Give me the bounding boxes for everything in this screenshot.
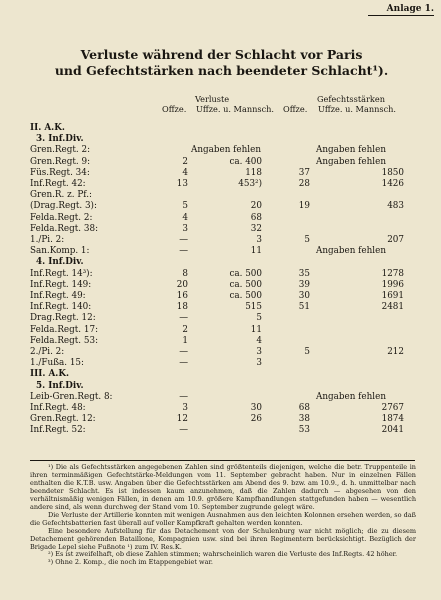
losses-officers: — xyxy=(179,391,188,402)
strength-officers: 19 xyxy=(298,201,310,212)
losses-men: 453²) xyxy=(238,179,262,189)
strength-men: 207 xyxy=(387,235,404,245)
section-heading xyxy=(0,134,441,144)
table-row xyxy=(0,235,441,245)
row-label: II. A.K. xyxy=(30,123,65,133)
strength-missing-note: Angaben fehlen xyxy=(315,156,386,167)
row-label: 5. Inf.Div. xyxy=(36,380,84,391)
row-label: 3. Inf.Div. xyxy=(36,134,84,145)
footnote: ¹) Die als Gefechtsstärken angegebenen Zahlen sind größtenteils diejenigen, welche die betr. Truppenteile in ihren terminmäßigen Gefechtstärke-Meldungen vom 11. September gebracht haben. Nur in einzelnen Fällen enthalten die K.T.B. usw. Angaben über die Gefechtsstärken am Abend des 9. bzw. am 10.9., d. h. unmittelbar nach beendeter Schlacht. Es ist indessen kaum anzunehmen, daß die Zahlen dadurch — abgesehen von den verhältnismäßig wenigen Fällen, in denen am 10.9. größere Kampfhandlungen stattgefunden haben — wesentlich andere sind, als wenn durchweg der Stand vom 10. September zugrunde gelegt wäre. xyxy=(30,463,416,511)
table-row xyxy=(0,190,441,200)
row-label: Inf.Regt. 48: xyxy=(30,403,86,413)
row-label: Inf.Regt. 14³): xyxy=(30,268,93,279)
row-label: Felda.Regt. 17: xyxy=(30,324,99,335)
strength-officers: 5 xyxy=(304,347,310,357)
losses-officers: — xyxy=(179,358,188,369)
losses-men: 32 xyxy=(250,223,262,234)
strength-officers: 38 xyxy=(298,414,310,425)
losses-men: 4 xyxy=(256,335,262,346)
row-label: 2./Pi. 2: xyxy=(30,347,65,357)
losses-officers: 18 xyxy=(176,302,188,313)
row-label: Leib-Gren.Regt. 8: xyxy=(30,391,113,402)
row-label: Inf.Regt. 149: xyxy=(30,279,92,290)
losses-officers: 2 xyxy=(182,324,188,335)
strength-officers: 5 xyxy=(304,235,310,245)
losses-men: ca. 500 xyxy=(229,279,262,290)
table-row xyxy=(0,347,441,357)
row-label: Gren.Regt. 12: xyxy=(30,414,96,425)
losses-officers: 16 xyxy=(176,291,188,301)
table-row xyxy=(0,403,441,413)
table-row xyxy=(0,157,441,167)
table-row xyxy=(0,425,441,435)
table-row xyxy=(0,201,441,211)
section-heading xyxy=(0,381,441,391)
row-label: 4. Inf.Div. xyxy=(36,257,84,268)
table-row xyxy=(0,325,441,335)
table-row xyxy=(0,246,441,256)
losses-officers: 3 xyxy=(182,223,188,234)
losses-officers: — xyxy=(179,235,188,245)
table-row xyxy=(0,302,441,312)
header-losses: Verluste xyxy=(195,94,230,104)
losses-men: 5 xyxy=(256,313,262,324)
strength-officers: 28 xyxy=(298,179,310,189)
table-row xyxy=(0,291,441,301)
table-row xyxy=(0,179,441,189)
footnote: Eine besondere Aufstellung für das Detachement von der Schulenburg war nicht möglich; die zu diesem Detachement gehörenden Bataillone, Kompagnien usw. sind bei ihren Regimentern berücksichtigt. Bezüglich der Brigade Lepel siehe Fußnote ¹) zum IV. Res.K. xyxy=(30,526,416,551)
title-line-1: Verluste während der Schlacht vor Paris xyxy=(80,47,363,62)
row-label: Gren.Regt. 2: xyxy=(30,145,91,156)
row-label: Gren.Regt. 9: xyxy=(30,156,91,167)
row-label: Gren.R. z. Pf.: xyxy=(30,190,92,201)
losses-officers: — xyxy=(179,246,188,257)
table-row xyxy=(0,280,441,290)
losses-officers: 8 xyxy=(182,268,188,279)
footnote: ²) Es ist zweifelhaft, ob diese Zahlen stimmen; wahrscheinlich waren die Verluste des Inf.Regts. 42 höher. xyxy=(48,550,398,559)
strength-men: 1850 xyxy=(381,167,404,178)
row-label: San.Komp. 1: xyxy=(30,246,90,257)
table-row xyxy=(0,358,441,368)
strength-men: 1426 xyxy=(381,179,404,189)
losses-men: 515 xyxy=(245,302,262,313)
section-heading xyxy=(0,369,441,379)
strength-officers: 53 xyxy=(298,425,310,436)
table-row xyxy=(0,168,441,178)
table-row xyxy=(0,269,441,279)
losses-officers: 4 xyxy=(182,167,188,178)
losses-men: 11 xyxy=(250,324,262,335)
losses-men: ca. 500 xyxy=(229,291,262,301)
losses-officers: 5 xyxy=(182,201,188,212)
footnote: ³) Ohne 2. Komp., die noch im Etappengebiet war. xyxy=(48,558,213,567)
row-label: Füs.Regt. 34: xyxy=(30,167,90,178)
row-label: (Drag.Regt. 3): xyxy=(30,201,97,212)
table-row xyxy=(0,313,441,323)
strength-officers: 39 xyxy=(298,279,310,290)
header-men-2: Uffze. u. Mannsch. xyxy=(318,104,397,114)
strength-missing-note: Angaben fehlen xyxy=(315,391,386,402)
losses-men: 26 xyxy=(250,414,262,425)
row-label: 1./Fußa. 15: xyxy=(30,358,84,369)
strength-men: 1278 xyxy=(381,268,404,279)
title-line-2: und Gefechtstärken nach beendeter Schlacht¹). xyxy=(54,63,389,78)
losses-men: ca. 400 xyxy=(229,156,262,167)
row-label: Felda.Regt. 53: xyxy=(30,335,99,346)
header-officers: Offze. xyxy=(162,104,187,114)
losses-officers: — xyxy=(179,425,188,436)
losses-men: 30 xyxy=(250,403,262,413)
section-heading xyxy=(0,123,441,133)
header-strengths: Gefechtsstärken xyxy=(317,94,385,104)
row-label: Inf.Regt. 140: xyxy=(30,302,92,313)
table-row xyxy=(0,414,441,424)
table-row xyxy=(0,336,441,346)
losses-men: 20 xyxy=(250,201,262,212)
table-row xyxy=(0,392,441,402)
strength-men: 2481 xyxy=(381,302,404,313)
strength-men: 1996 xyxy=(381,279,404,290)
row-label: III. A.K. xyxy=(30,369,70,380)
row-label: Felda.Regt. 2: xyxy=(30,212,93,223)
strength-officers: 35 xyxy=(298,268,310,279)
losses-officers: 4 xyxy=(182,212,188,223)
strength-missing-note: Angaben fehlen xyxy=(315,145,386,156)
annex-label: Anlage 1. xyxy=(368,3,434,16)
footnote-divider xyxy=(30,460,415,461)
losses-men: ca. 500 xyxy=(229,268,262,279)
row-label: Felda.Regt. 38: xyxy=(30,223,99,234)
strength-officers: 68 xyxy=(298,403,310,413)
strength-men: 2767 xyxy=(381,403,404,413)
losses-missing-note: Angaben fehlen xyxy=(190,145,261,156)
losses-officers: 12 xyxy=(176,414,188,425)
losses-officers: 13 xyxy=(176,179,188,189)
row-label: Inf.Regt. 49: xyxy=(30,291,86,301)
row-label: 1./Pi. 2: xyxy=(30,235,65,245)
strength-men: 1691 xyxy=(381,291,404,301)
losses-men: 3 xyxy=(256,347,262,357)
header-officers-2: Offze. xyxy=(283,104,308,114)
strength-men: 212 xyxy=(387,347,404,357)
losses-men: 3 xyxy=(256,358,262,369)
header-men: Uffze. u. Mannsch. xyxy=(196,104,275,114)
losses-officers: — xyxy=(179,313,188,324)
footnote: Die Verluste der Artillerie konnten mit wenigen Ausnahmen aus den leichten Kolonnen ersehen werden, so daß die Gefechtsbatterien fast überall auf voller Kampfkraft gehalten werden konnten. xyxy=(30,510,416,527)
row-label: Drag.Regt. 12: xyxy=(30,313,96,324)
table-row xyxy=(0,145,441,155)
losses-men: 11 xyxy=(250,246,262,257)
row-label: Inf.Regt. 42: xyxy=(30,179,86,189)
strength-officers: 30 xyxy=(298,291,310,301)
row-label: Inf.Regt. 52: xyxy=(30,425,86,436)
strength-officers: 37 xyxy=(298,167,310,178)
losses-men: 3 xyxy=(256,235,262,245)
losses-men: 118 xyxy=(245,167,262,178)
losses-officers: — xyxy=(179,347,188,357)
losses-officers: 1 xyxy=(182,335,188,346)
section-heading xyxy=(0,257,441,267)
losses-officers: 20 xyxy=(176,279,188,290)
strength-officers: 51 xyxy=(298,302,310,313)
table-row xyxy=(0,213,441,223)
strength-men: 1874 xyxy=(381,414,404,425)
losses-officers: 3 xyxy=(182,403,188,413)
strength-missing-note: Angaben fehlen xyxy=(315,246,386,257)
strength-men: 2041 xyxy=(381,425,404,436)
table-row xyxy=(0,224,441,234)
losses-officers: 2 xyxy=(182,156,188,167)
strength-men: 483 xyxy=(387,201,404,212)
losses-men: 68 xyxy=(250,212,262,223)
footnotes xyxy=(30,464,416,567)
